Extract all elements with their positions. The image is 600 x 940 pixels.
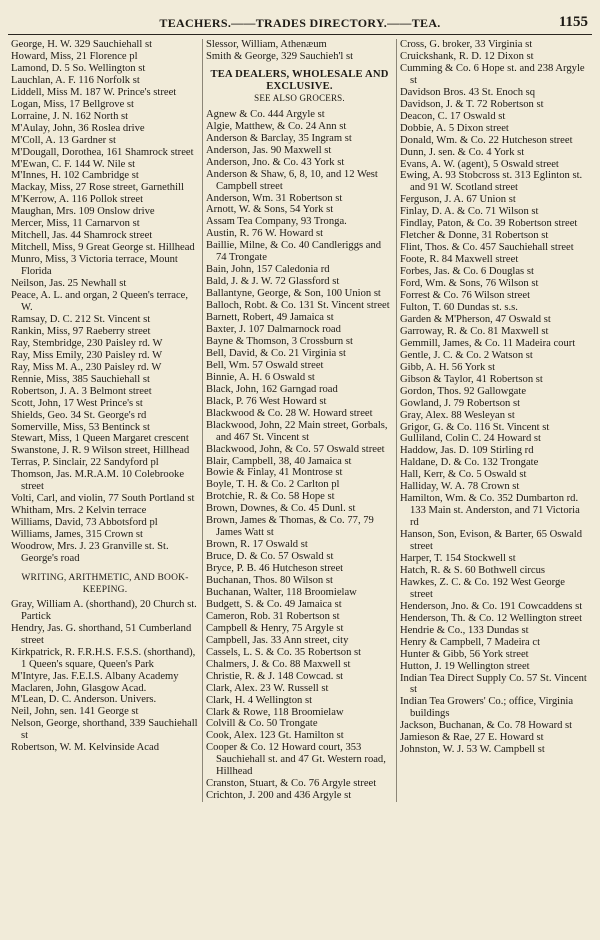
directory-entry: Blackwood & Co. 28 W. Howard street: [206, 407, 373, 419]
directory-entry: Davidson, J. & T. 72 Robertson st: [400, 98, 544, 110]
directory-entry: Slessor, William, Athenæum: [206, 39, 327, 50]
directory-entry: Maughan, Mrs. 109 Onslow drive: [11, 206, 155, 218]
directory-entry: Liddell, Miss M. 187 W. Prince's street: [11, 86, 177, 98]
directory-entry: Campbell, Jas. 33 Ann street, city: [206, 634, 349, 646]
directory-entry: Ramsay, D. C. 212 St. Vincent st: [11, 313, 151, 325]
directory-entry: Gemmill, James, & Co. 11 Madeira court: [400, 337, 576, 349]
directory-entry: Brown, Downes, & Co. 45 Dunl. st: [206, 503, 356, 515]
directory-entry: Terras, P. Sinclair, 22 Sandyford pl: [11, 457, 159, 469]
directory-entry: Foote, R. 84 Maxwell street: [400, 254, 519, 266]
directory-entry: Howard, Miss, 21 Florence pl: [11, 50, 138, 62]
directory-entry: Barnett, Robert, 49 Jamaica st: [206, 312, 334, 324]
section-subheading: SEE ALSO GROCERS.: [254, 92, 345, 103]
directory-entry: Shields, Geo. 34 St. George's rd: [11, 409, 147, 421]
directory-entry: Hawkes, Z. C. & Co. 192 West George street: [400, 576, 565, 600]
directory-entry: Mackay, Miss, 27 Rose street, Garnethill: [11, 182, 184, 194]
directory-entry: M'Lean, D. C. Anderson. Univers.: [11, 694, 157, 706]
directory-entry: Clark & Rowe, 118 Broomielaw: [206, 706, 344, 718]
directory-entry: Grigor, G. & Co. 116 St. Vincent st: [400, 421, 550, 433]
running-title: TEACHERS.——TRADES DIRECTORY.——TEA.: [159, 16, 441, 30]
directory-entry: Somerville, Miss, 53 Bentinck st: [11, 421, 150, 433]
directory-entry: Forbes, Jas. & Co. 6 Douglas st: [400, 266, 534, 278]
directory-entry: George, H. W. 329 Sauchiehall st: [11, 39, 153, 50]
directory-entry: Clark, Alex. 23 W. Russell st: [206, 682, 329, 694]
directory-entry: Buchanan, Thos. 80 Wilson st: [206, 575, 333, 587]
directory-entry: Dunn, J. sen. & Co. 4 York st: [400, 146, 525, 158]
directory-entry: Evans, A. W. (agent), 5 Oswald street: [400, 158, 559, 170]
directory-entry: Cameron, Rob. 31 Robertson st: [206, 610, 340, 622]
directory-entry: Fulton, T. 60 Dundas st. s.s.: [400, 301, 518, 313]
directory-entry: Clark, H. 4 Wellington st: [206, 694, 313, 706]
directory-entry: Robertson, J. A. 3 Belmont street: [11, 385, 152, 397]
directory-entry: Hendrie & Co., 133 Dundas st: [400, 624, 529, 636]
directory-entry: Balloch, Robt. & Co. 131 St. Vincent street: [206, 300, 390, 312]
directory-entry: Kirkpatrick, R. F.R.H.S. F.S.S. (shorthand), 1 Queen's square, Queen's Park: [11, 646, 196, 670]
directory-entry: Agnew & Co. 444 Argyle st: [206, 108, 325, 120]
directory-entry: Peace, A. L. and organ, 2 Queen's terrace, W.: [11, 290, 189, 313]
directory-entry: Algie, Matthew, & Co. 24 Ann st: [206, 120, 347, 132]
columns: [8, 39, 592, 802]
directory-entry: Hutton, J. 19 Wellington street: [400, 660, 530, 672]
directory-entry: M'Ewan, C. F. 144 W. Nile st: [11, 158, 136, 170]
directory-entry: Chalmers, J. & Co. 88 Maxwell st: [206, 658, 351, 670]
directory-entry: Jamieson & Rae, 27 E. Howard st: [400, 732, 544, 744]
directory-entry: Gibson & Taylor, 41 Robertson st: [400, 373, 543, 385]
page-number: 1155: [558, 14, 588, 30]
directory-entry: Anderson, Wm. 31 Robertson st: [206, 192, 343, 204]
directory-entry: Jackson, Buchanan, & Co. 78 Howard st: [400, 720, 573, 732]
directory-entry: Haldane, D. & Co. 132 Trongate: [400, 457, 539, 469]
directory-entry: Black, P. 76 West Howard st: [206, 395, 327, 407]
directory-entry: Ford, Wm. & Sons, 76 Wilson st: [400, 278, 539, 290]
directory-entry: Woodrow, Mrs. J. 23 Granville st. St. George's road: [11, 541, 169, 564]
directory-entry: Henderson, Jno. & Co. 191 Cowcaddens st: [400, 600, 583, 612]
directory-entry: Cook, Alex. 123 Gt. Hamilton st: [206, 730, 344, 742]
directory-entry: Cranston, Stuart, & Co. 76 Argyle street: [206, 778, 377, 790]
directory-entry: Arnott, W. & Sons, 54 York st: [206, 204, 334, 216]
page-header: [8, 14, 592, 35]
directory-entry: Cumming & Co. 6 Hope st. and 238 Argyle st: [400, 62, 585, 86]
directory-entry: Cross, G. broker, 33 Virginia st: [400, 39, 533, 50]
directory-entry: Logan, Miss, 17 Bellgrove st: [11, 98, 134, 110]
directory-entry: M'Intyre, Jas. F.E.I.S. Albany Academy: [11, 670, 179, 682]
directory-entry: Brown, James & Thomas, & Co. 77, 79 James Watt st: [206, 515, 374, 539]
directory-entry: Hendry, Jas. G. shorthand, 51 Cumberland street: [11, 622, 192, 646]
directory-entry: Findlay, Paton, & Co. 39 Robertson street: [400, 218, 578, 230]
directory-entry: Neilson, Jas. 25 Newhall st: [11, 278, 127, 290]
directory-entry: Binnie, A. H. 6 Oswald st: [206, 371, 315, 383]
directory-entry: Colvill & Co. 50 Trongate: [206, 718, 318, 730]
directory-entry: Lamond, D. 5 So. Wellington st: [11, 62, 146, 74]
directory-entry: Nelson, George, shorthand, 339 Sauchiehall st: [11, 718, 198, 742]
directory-entry: M'Dougall, Dorothea, 161 Shamrock street: [11, 146, 194, 158]
directory-entry: Garden & M'Pherson, 47 Oswald st: [400, 313, 551, 325]
directory-entry: Indian Tea Growers' Co.; office, Virginia buildings: [400, 696, 574, 720]
directory-entry: Fletcher & Donne, 31 Robertson st: [400, 230, 549, 242]
directory-entry: Harper, T. 154 Stockwell st: [400, 552, 516, 564]
directory-entry: Ray, Miss Emily, 230 Paisley rd. W: [11, 349, 163, 361]
directory-entry: Budgett, S. & Co. 49 Jamaica st: [206, 598, 342, 610]
directory-entry: Whitham, Mrs. 2 Kelvin terrace: [11, 505, 147, 517]
directory-entry: Hamilton, Wm. & Co. 352 Dumbarton rd. 133 Main st. Anderston, and 71 Victoria rd: [400, 493, 580, 529]
directory-entry: Hunter & Gibb, 56 York street: [400, 648, 529, 660]
column-3: [396, 39, 590, 802]
section-heading: TEA DEALERS, WHOLESALE AND EXCLUSIVE.: [210, 68, 389, 92]
directory-entry: Haddow, Jas. D. 109 Stirling rd: [400, 445, 534, 457]
directory-entry: Williams, David, 73 Abbotsford pl: [11, 517, 158, 529]
directory-entry: Robertson, W. M. Kelvinside Acad: [11, 742, 160, 754]
directory-entry: Mitchell, Miss, 9 Great George st. Hillhead: [11, 242, 195, 254]
directory-entry: Crichton, J. 200 and 436 Argyle st: [206, 790, 352, 802]
directory-entry: Bayne & Thomson, 3 Crossburn st: [206, 335, 353, 347]
directory-entry: Christie, R. & J. 148 Cowcad. st: [206, 670, 344, 682]
directory-entry: Johnston, W. J. 53 W. Campbell st: [400, 744, 545, 756]
directory-entry: M'Innes, H. 102 Cambridge st: [11, 170, 139, 182]
directory-entry: Dobbie, A. 5 Dixon street: [400, 122, 509, 134]
directory-entry: Gordon, Thos. 92 Gallowgate: [400, 385, 527, 397]
directory-entry: Mercer, Miss, 11 Carnarvon st: [11, 218, 140, 230]
directory-entry: Anderson & Shaw, 6, 8, 10, and 12 West Campbell street: [206, 168, 378, 192]
directory-entry: M'Kerrow, A. 116 Pollok street: [11, 194, 144, 206]
directory-entry: Garroway, R. & Co. 81 Maxwell st: [400, 325, 549, 337]
directory-entry: Ray, Miss M. A., 230 Paisley rd. W: [11, 361, 162, 373]
directory-entry: Davidson Bros. 43 St. Enoch sq: [400, 86, 536, 98]
directory-entry: Brown, R. 17 Oswald st: [206, 539, 308, 551]
directory-entry: Cassels, L. S. & Co. 35 Robertson st: [206, 646, 362, 658]
directory-entry: Bald, J. & J. W. 72 Glassford st: [206, 276, 340, 288]
directory-entry: Hall, Kerr, & Co. 5 Oswald st: [400, 469, 527, 481]
directory-entry: Hanson, Son, Evison, & Barter, 65 Oswald street: [400, 529, 583, 553]
column-1: [8, 39, 202, 802]
directory-entry: Blackwood, John, & Co. 57 Oswald street: [206, 443, 385, 455]
directory-entry: Blair, Campbell, 38, 40 Jamaica st: [206, 455, 352, 467]
directory-entry: Buchanan, Walter, 118 Broomielaw: [206, 586, 357, 598]
directory-entry: Rankin, Miss, 97 Raeberry street: [11, 325, 151, 337]
directory-entry: Donald, Wm. & Co. 22 Hutcheson street: [400, 134, 573, 146]
directory-entry: Ray, Stembridge, 230 Paisley rd. W: [11, 337, 163, 349]
directory-entry: Bryce, P. B. 46 Hutcheson street: [206, 563, 344, 575]
directory-entry: Campbell & Henry, 75 Argyle st: [206, 622, 344, 634]
directory-entry: Gulliland, Colin C. 24 Howard st: [400, 433, 541, 445]
directory-entry: Smith & George, 329 Sauchieh'l st: [206, 50, 354, 62]
directory-entry: Anderson, Jno. & Co. 43 York st: [206, 156, 345, 168]
directory-entry: Mitchell, Jas. 44 Shamrock street: [11, 230, 153, 242]
directory-entry: Boyle, T. H. & Co. 2 Carlton pl: [206, 479, 340, 491]
directory-entry: Williams, James, 315 Crown st: [11, 529, 143, 541]
directory-entry: Gray, William A. (shorthand), 20 Church st. Partick: [11, 598, 197, 622]
directory-entry: Gray, Alex. 88 Wesleyan st: [400, 409, 515, 421]
directory-entry: Gibb, A. H. 56 York st: [400, 361, 496, 373]
directory-entry: Cooper & Co. 12 Howard court, 353 Sauchiehall st. and 47 Gt. Western road, Hillhead: [206, 742, 386, 778]
directory-entry: Bell, Wm. 57 Oswald street: [206, 359, 324, 371]
directory-entry: Scott, John, 17 West Prince's st: [11, 397, 143, 409]
directory-entry: Neil, John, sen. 141 George st: [11, 706, 139, 718]
directory-entry: Blackwood, John, 22 Main street, Gorbals, and 467 St. Vincent st: [206, 419, 388, 443]
directory-entry: Bruce, D. & Co. 57 Oswald st: [206, 551, 334, 563]
directory-entry: Ewing, A. 93 Stobcross st. 313 Eglinton st. and 91 W. Scotland street: [400, 170, 583, 194]
directory-entry: Anderson, Jas. 90 Maxwell st: [206, 144, 332, 156]
directory-entry: Volti, Carl, and violin, 77 South Portland st: [11, 493, 195, 505]
directory-entry: Gowland, J. 79 Robertson st: [400, 397, 521, 409]
directory-entry: Baillie, Milne, & Co. 40 Candleriggs and 74 Trongate: [206, 240, 382, 264]
directory-entry: Flint, Thos. & Co. 457 Sauchiehall street: [400, 242, 574, 254]
directory-entry: Brotchie, R. & Co. 58 Hope st: [206, 491, 335, 503]
directory-entry: Henry & Campbell, 7 Madeira ct: [400, 636, 541, 648]
directory-entry: Anderson & Barclay, 35 Ingram st: [206, 132, 352, 144]
directory-entry: Hatch, R. & S. 60 Bothwell circus: [400, 564, 546, 576]
directory-entry: Bowie & Finlay, 41 Montrose st: [206, 467, 343, 479]
directory-entry: Forrest & Co. 76 Wilson street: [400, 290, 531, 302]
directory-entry: Ballantyne, George, & Son, 100 Union st: [206, 288, 381, 300]
column-2: [202, 39, 396, 802]
directory-entry: Thomson, Jas. M.R.A.M. 10 Colebrooke street: [11, 469, 185, 493]
directory-entry: Lorraine, J. N. 162 North st: [11, 110, 129, 122]
directory-entry: Lauchlan, A. F. 116 Norfolk st: [11, 74, 140, 86]
directory-entry: Finlay, D. A. & Co. 71 Wilson st: [400, 206, 539, 218]
directory-entry: Deacon, C. 17 Oswald st: [400, 110, 506, 122]
directory-entry: Austin, R. 76 W. Howard st: [206, 228, 324, 240]
directory-entry: Baxter, J. 107 Dalmarnock road: [206, 324, 341, 336]
directory-entry: Halliday, W. A. 78 Crown st: [400, 481, 520, 493]
directory-entry: M'Coll, A. 13 Gardner st: [11, 134, 116, 146]
directory-entry: Cruickshank, R. D. 12 Dixon st: [400, 50, 534, 62]
directory-entry: Assam Tea Company, 93 Tronga.: [206, 216, 347, 228]
directory-entry: Gentle, J. C. & Co. 2 Watson st: [400, 349, 533, 361]
directory-entry: Ferguson, J. A. 67 Union st: [400, 194, 516, 206]
directory-entry: M'Aulay, John, 36 Roslea drive: [11, 122, 145, 134]
directory-entry: Bell, David, & Co. 21 Virginia st: [206, 347, 346, 359]
directory-entry: Black, John, 162 Garngad road: [206, 383, 338, 395]
section-heading: WRITING, ARITHMETIC, AND BOOK-KEEPING.: [21, 572, 189, 595]
directory-entry: Swanstone, J. R. 9 Wilson street, Hillhead: [11, 445, 190, 457]
directory-entry: Maclaren, John, Glasgow Acad.: [11, 682, 147, 694]
directory-entry: Rennie, Miss, 385 Sauchiehall st: [11, 373, 150, 385]
directory-entry: Stewart, Miss, 1 Queen Margaret crescent: [11, 433, 189, 445]
directory-entry: Henderson, Th. & Co. 12 Wellington street: [400, 612, 583, 624]
directory-entry: Indian Tea Direct Supply Co. 57 St. Vincent st: [400, 672, 587, 696]
directory-entry: Munro, Miss, 3 Victoria terrace, Mount Florida: [11, 254, 178, 278]
directory-entry: Bain, John, 157 Caledonia rd: [206, 264, 330, 276]
